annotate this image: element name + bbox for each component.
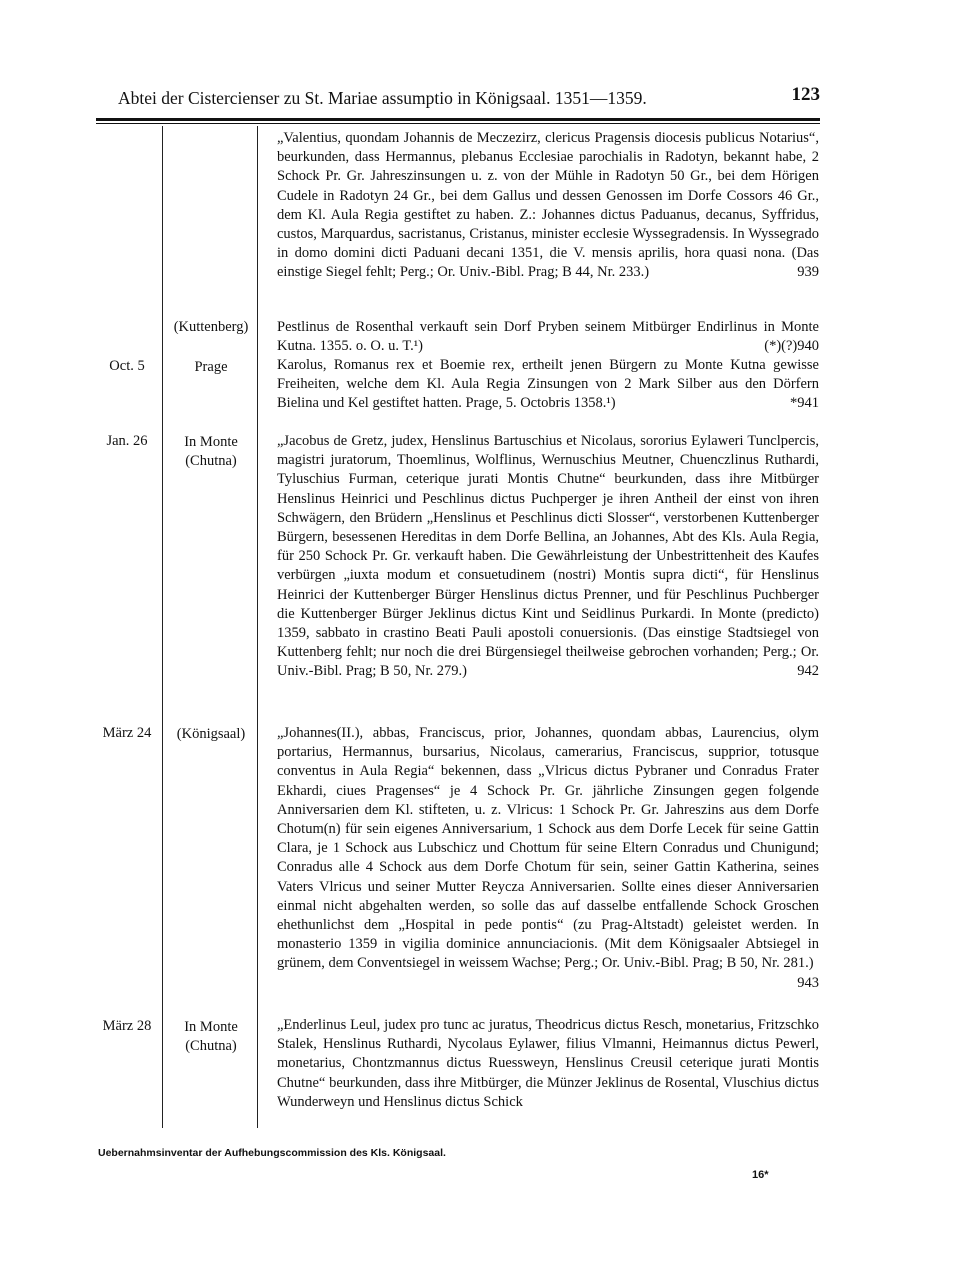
entry-body: „Valentius, quondam Johannis de Meczezirz, clericus Pragensis diocesis publicus Notarius“, beurkunden, dass Hermannus, plebanus Ecclesiae parochialis in Radotyn, bekannt habe, 2 Schock Pr. Gr. Jahreszinsungen u. z. von der Mühle in Radotyn 50 Gr., bei dem Hörigen Cudele in Radotyn 24 Gr., bei dem Gallus und dessen Genossen im Dorfe Cossors 46 Gr., dem Kl. Aula Regia gestiftet zu haben. Z.: Johannes dictus Paduanus, decanus, Syffridus, custos, Marquardus, sacristanus, Cristanus, minister ecclesie Wyssegradensis. In Wyssegrado in domo domini dicti Paduani decani 1351, die V. mensis aprilis, hora quasi nona. (Das einstige Siegel fehlt; Perg.; Or. Univ.-Bibl. Prag; B 44, Nr. 233.) <box>277 130 819 281</box>
entry-text <box>277 318 819 356</box>
entry-number: (*)(?)940 <box>764 338 819 355</box>
entry-number: 943 <box>797 974 819 991</box>
header-rule-thick <box>96 118 820 121</box>
entry-place: In Monte (Chutna) <box>184 434 238 469</box>
entry-number: 939 <box>797 264 819 281</box>
entry-939 <box>277 129 819 283</box>
page-number: 123 <box>791 84 820 105</box>
entry-941 <box>277 356 819 414</box>
entry-body: „Johannes(II.), abbas, Franciscus, prior, Johannes, quondam abbas, Laurencius, olym portarius, Hermannus, bursarius, Nicolaus, camerarius, Franciscus, supprior, totusque conventus in Aula Regia“ bekennen, dass „Vlricus dictus Pybraner und Conradus Frater Ekhardi, ciues Pragenses“ je 4 Schock Pr. Gr. jährliche Zinsungen gegen folgende Anniversarien dem Kl. stifteten, u. z. Vlricus: 1 Schock Pr. Gr. Jahreszins aus dem Dorfe Chotum(n) für sein eigenes Anniversarium, 1 Schock aus dem Dorfe Lecek für seine Gattin Clara, je 1 Schock aus Lubschicz und Chottum für seine Eltern Conradus und Chunigund; Conradus alle 4 Schock aus dem Dorfe Chotum für sein, seiner Gattin Katherina, seines Vaters Vlricus und seiner Mutter Reycza Anniversarien. Sollte eines dieser Anniversarien einmal nicht abgehalten werden, so solle das auf dasselbe entfallende Schock Groschen ehethunlichst dem „Hospital in pede pontis“ (zu Prag-Altstadt) geleistet werden. In monasterio 1359 in vigilia dominice annunciacionis. (Mit dem Königsaaler Abtsiegel in grünem, dem Conventsiegel in weissem Wachse; Perg.; Or. Univ.-Bibl. Prag; B 50, Nr. 281.) <box>277 725 819 972</box>
header-rule-thin <box>96 123 820 124</box>
entry-continued <box>277 1016 819 1112</box>
sheet-signature: 16* <box>752 1169 769 1181</box>
entry-body: „Jacobus de Gretz, judex, Henslinus Bartuschius et Nicolaus, sororius Eylaweri Tunclpercis, magistri juratorum, Thoemlinus, Wolflinus, Wernuschius Meutner, Chuenczlinus Ruthardi, Tyluschius Furman, ceterique jurati Montis Chutne“ beurkunden, dass ihre Mitbürger Henslinus Heinrici und Peschlinus dictus Puchperger je ihren Antheil der einst von ihren Schwägern, den Brüdern „Henslinus et Peschlinus dicti Slosser“, verstorbenen Kuttenberger Bürgern, besessenen Hereditas in dem Dorfe Bellina, an Johannes, Abt des Kls. Aula Regia, für 250 Schock Pr. Gr. verkauft haben. Die Gewährleistung der Unbestrittenheit des Kaufes verbürgen „iuxta modum et consuetudinem (nostri) Montis supra dicti“, für Henslinus Heinrici der Kuttenberger Bürger Henslinus dictus Prenner, und für Peschlinus Puchberger die Kuttenberger Bürger Jeklinus dictus Kint und Seidlinus Purkardi. In Monte (predicto) 1359, sabbato in crastino Beati Pauli apostoli conuersionis. (Das einstige Stadtsiegel von Kuttenberg fehlt; nur noch die drei Bürgensiegel theilweise gebrochen vorhanden; Perg.; Or. Univ.-Bibl. Prag; B 50, Nr. 279.) <box>277 433 819 680</box>
entry-number: *941 <box>790 395 819 412</box>
entry-place: (Königsaal) <box>176 726 246 742</box>
entry-place: In Monte (Chutna) <box>184 1019 238 1054</box>
entry-date: März 24 <box>102 725 152 741</box>
page-header <box>118 84 820 114</box>
entry-place: (Kuttenberg) <box>173 319 249 335</box>
entry-940 <box>277 318 819 356</box>
running-title: Abtei der Cistercienser zu St. Mariae assumptio in Königsaal. 1351—1359. <box>118 88 647 108</box>
entry-943 <box>277 724 819 993</box>
entry-text <box>277 129 819 283</box>
entry-text <box>277 724 819 991</box>
entry-date: März 28 <box>102 1018 152 1034</box>
entry-942 <box>277 432 819 682</box>
entry-text <box>277 1016 819 1112</box>
entry-number: 942 <box>797 663 819 680</box>
entry-body: Pestlinus de Rosenthal verkauft sein Dorf Pryben seinem Mitbürger Endirlinus in Monte Kutna. 1355. o. O. u. T.¹) <box>277 319 819 355</box>
entry-body: Karolus, Romanus rex et Boemie rex, ertheilt jenen Bürgern zu Monte Kutna gewisse Freiheiten, welche dem Kl. Aula Regia Zinsungen von 2 Mark Silber aus den Dörfern Bielina und Kel gestiftet hatten. Prage, 5. Octobris 1358.¹) <box>277 357 819 412</box>
entry-date: Oct. 5 <box>109 358 145 374</box>
entry-body: „Enderlinus Leul, judex pro tunc ac juratus, Theodricus dictus Resch, monetarius, Fritzschko Stalek, Henslinus Ruthardi, Nycolaus Eylawer, filius Vlmanni, Heimannus dictus Pewerl, monetarius, Chontzmannus dictus Ruessweyn, Henslinus Creusil ceterique jurati Montis Chutne“ beurkunden, dass ihre Mitbürger, die Münzer Jeklinus de Rosental, Vluschius dictus Wunderweyn und Henslinus dictus Schick <box>277 1017 819 1110</box>
footnote: Uebernahmsinventar der Aufhebungscommission des Kls. Königsaal. <box>98 1147 446 1159</box>
entry-text <box>277 356 819 414</box>
column-divider-place <box>257 126 258 1128</box>
column-divider-date <box>162 126 163 1128</box>
entry-date: Jan. 26 <box>106 433 148 449</box>
entry-place: Prage <box>194 359 228 375</box>
entry-text <box>277 432 819 682</box>
